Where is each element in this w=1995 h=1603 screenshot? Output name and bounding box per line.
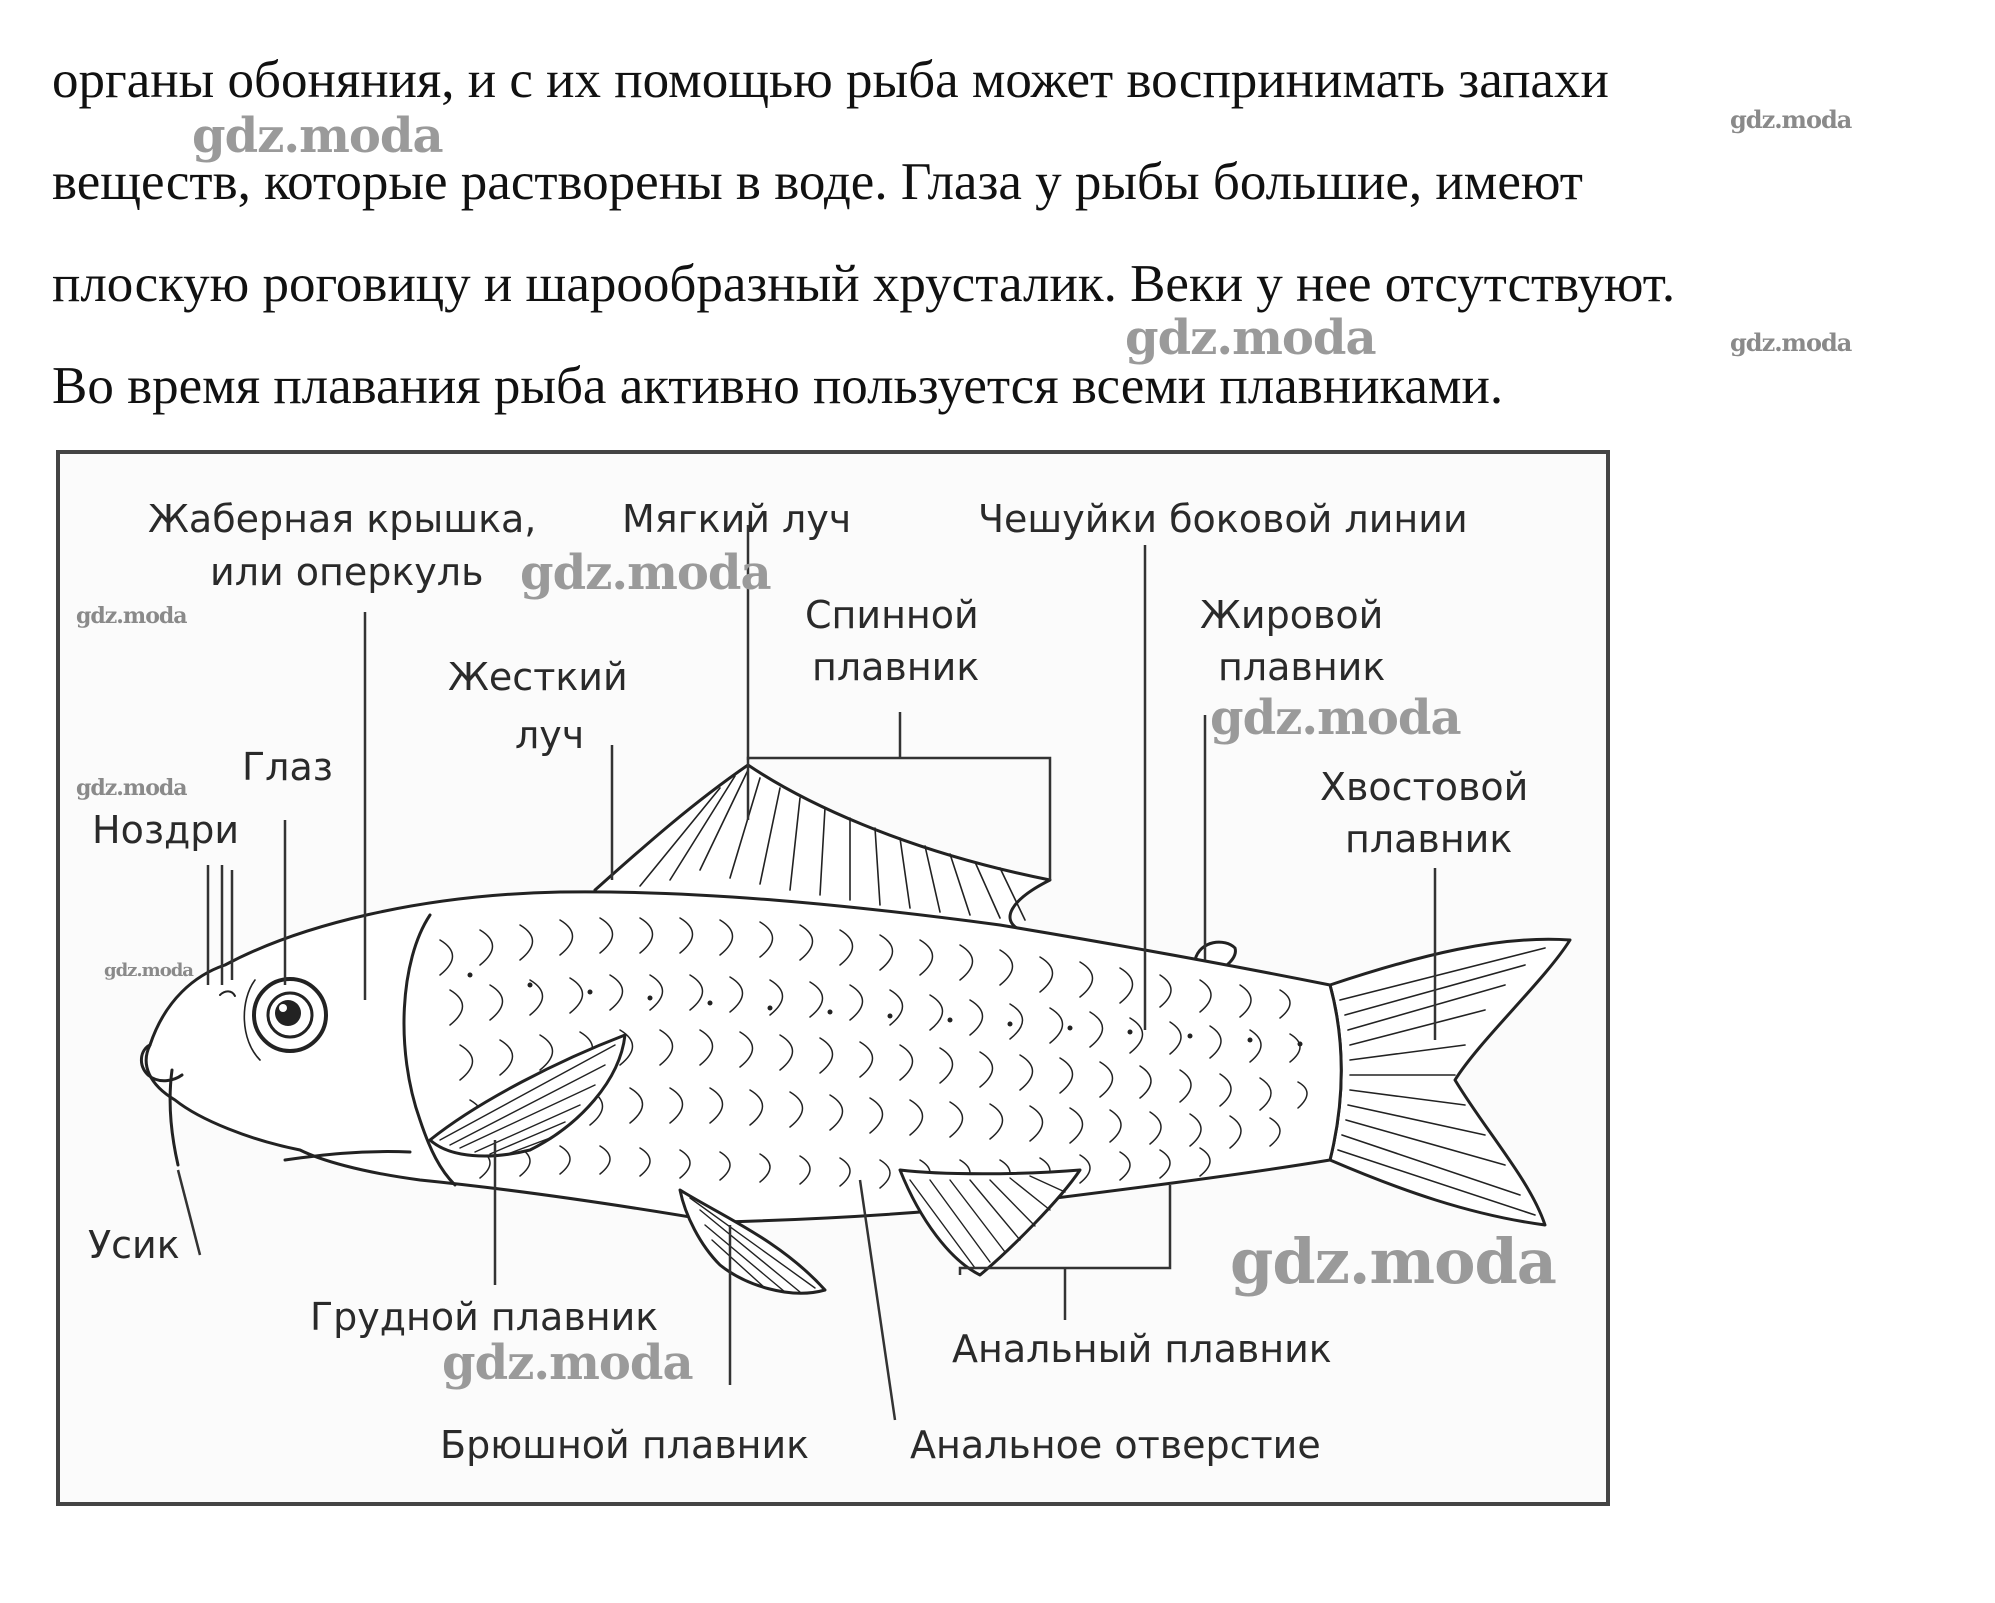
- label-dorsal-fin-line1: Спинной: [805, 593, 979, 637]
- label-nostrils: Ноздри: [92, 808, 240, 852]
- label-barbel: Усик: [88, 1223, 180, 1267]
- watermark: gdz.moda: [520, 545, 771, 601]
- label-anal-fin: Анальный плавник: [952, 1327, 1332, 1371]
- label-pelvic-fin: Брюшной плавник: [440, 1423, 810, 1467]
- watermark: gdz.moda: [76, 603, 187, 629]
- label-hard-ray-line1: Жесткий: [448, 655, 628, 699]
- watermark: gdz.moda: [104, 960, 193, 981]
- label-dorsal-fin-line2: плавник: [812, 645, 980, 689]
- label-adipose-fin-line1: Жировой: [1200, 593, 1384, 637]
- label-caudal-fin-line2: плавник: [1345, 817, 1513, 861]
- label-adipose-fin-line2: плавник: [1218, 645, 1386, 689]
- watermark: gdz.moda: [1730, 105, 1852, 134]
- label-soft-ray: Мягкий луч: [622, 497, 852, 541]
- paragraph-line: органы обоняния, и с их помощью рыба может воспринимать запахи: [52, 51, 1609, 109]
- watermark: gdz.moda: [1730, 328, 1852, 357]
- paragraph-line: плоскую роговицу и шарообразный хрусталик. Веки у нее отсутствуют.: [52, 255, 1676, 313]
- paragraph-line: веществ, которые растворены в воде. Глаза у рыбы большие, имеют: [52, 153, 1583, 211]
- label-gill-cover-line2: или оперкуль: [210, 550, 484, 594]
- label-eye: Глаз: [242, 745, 333, 789]
- label-gill-cover-line1: Жаберная крышка,: [148, 497, 537, 541]
- label-lateral-line-scales: Чешуйки боковой линии: [978, 497, 1468, 541]
- watermark: gdz.moda: [1210, 690, 1461, 746]
- label-pectoral-fin: Грудной плавник: [310, 1295, 659, 1339]
- label-hard-ray-line2: луч: [515, 713, 585, 757]
- watermark: gdz.moda: [76, 775, 187, 801]
- watermark: gdz.moda: [1125, 310, 1376, 366]
- watermark: gdz.moda: [1230, 1225, 1556, 1298]
- watermark: gdz.moda: [442, 1335, 693, 1391]
- paragraph-line: Во время плавания рыба активно пользуется всеми плавниками.: [52, 357, 1504, 415]
- label-anal-opening: Анальное отверстие: [910, 1423, 1321, 1467]
- label-caudal-fin-line1: Хвостовой: [1320, 765, 1529, 809]
- watermark: gdz.moda: [192, 108, 443, 164]
